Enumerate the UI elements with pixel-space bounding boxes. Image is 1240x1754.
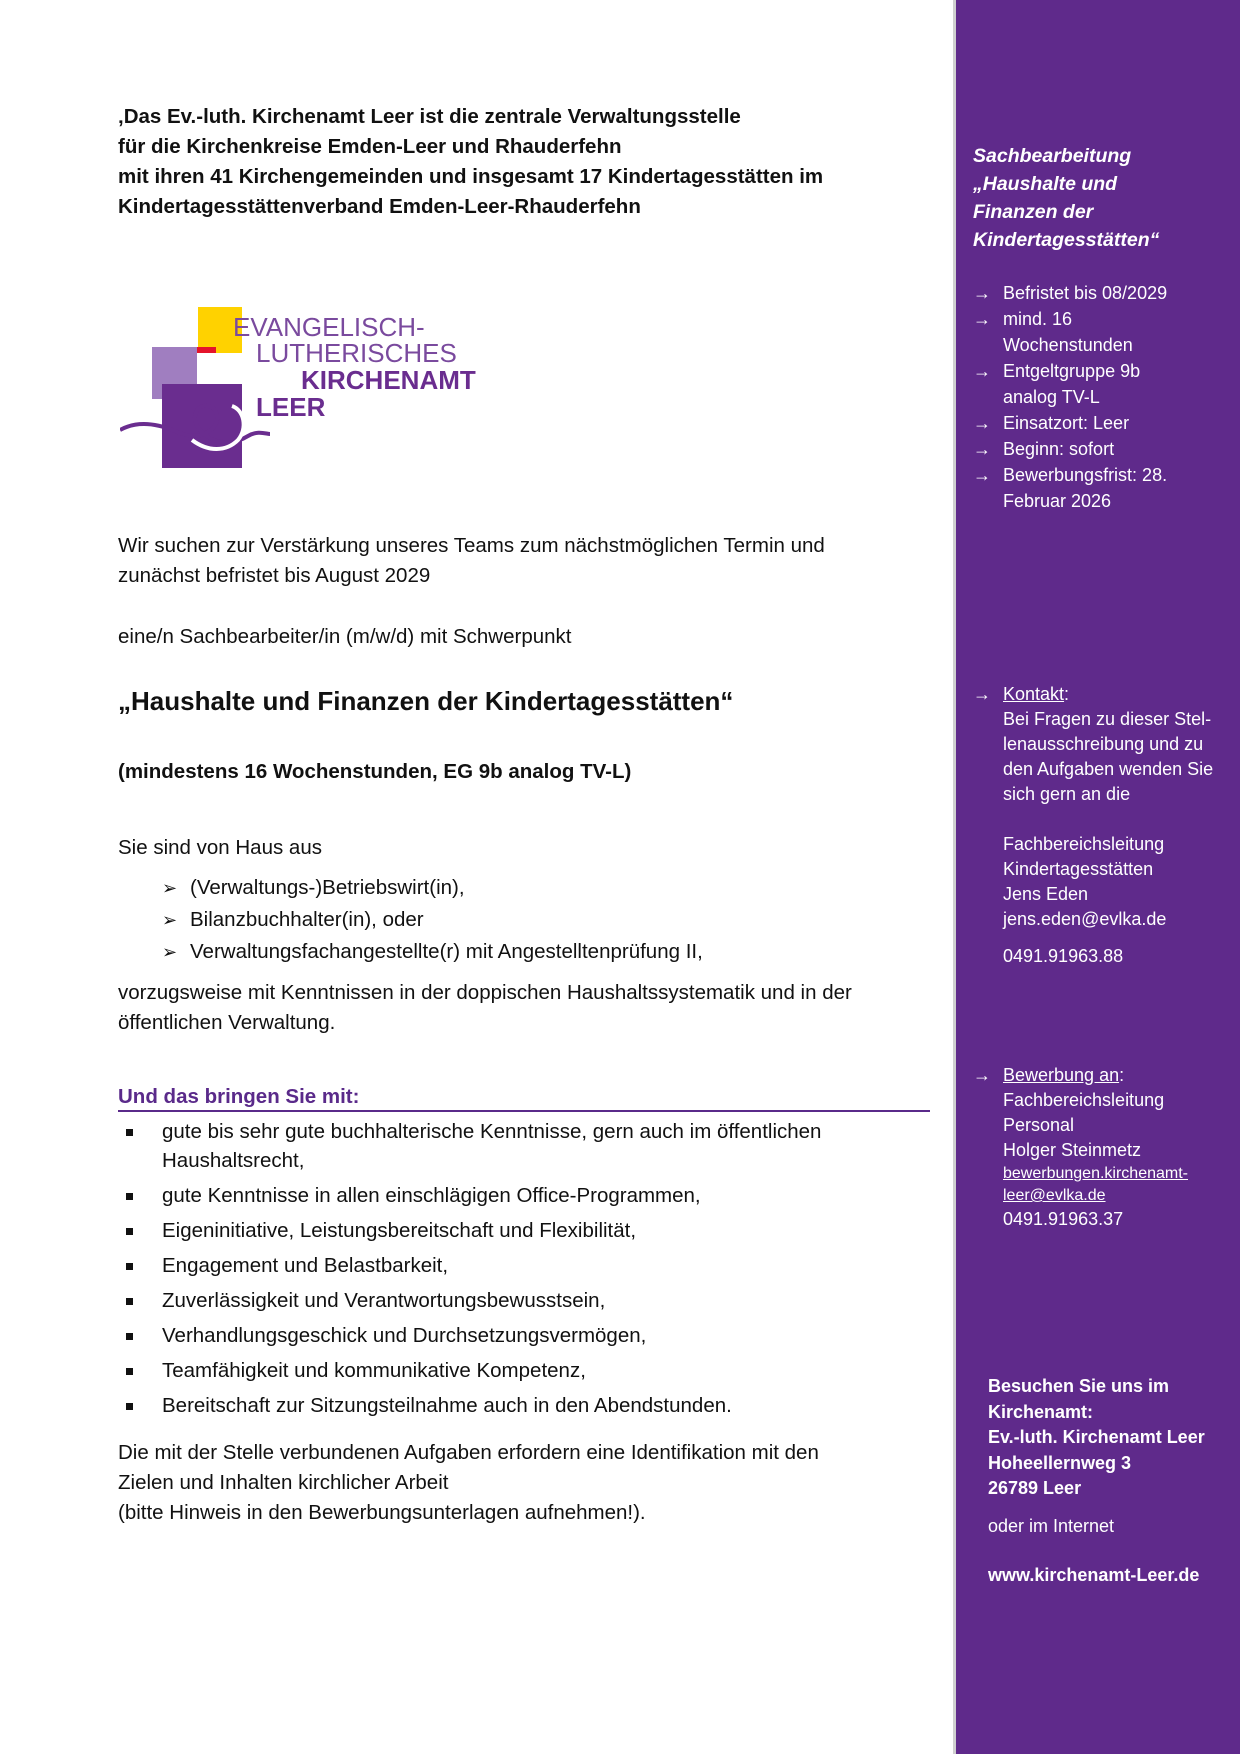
job-heading: „Haushalte und Finanzen der Kindertagesstätten“ (118, 686, 734, 716)
requirements-heading: Und das bringen Sie mit: (118, 1085, 930, 1112)
list-item: Engagement und Belastbarkeit, (118, 1251, 938, 1280)
list-item: Verhandlungsgeschick und Durchsetzungsvermögen, (118, 1321, 938, 1350)
list-item: → Beginn: sofort (973, 436, 1173, 462)
logo-red-mark (197, 347, 216, 353)
list-item: ➢ Verwaltungsfachangestellte(r) mit Angestelltenprüfung II, (162, 936, 703, 968)
list-item: gute bis sehr gute buchhalterische Kenntnisse, gern auch im öffentlichen Haushaltsrecht, (118, 1117, 938, 1175)
logo-wave-icon (120, 406, 270, 442)
square-bullet-icon (126, 1193, 133, 1200)
logo-text-line2: LUTHERISCHES (256, 338, 457, 368)
arrow-right-icon: → (973, 413, 991, 433)
arrow-right-icon: → (973, 439, 991, 459)
logo-graphic (120, 300, 500, 475)
intro-text (118, 102, 823, 222)
application-email-link[interactable]: bewerbungen.kirchenamt- (1003, 1165, 1188, 1182)
arrow-right-icon: → (973, 465, 991, 485)
list-item: → Bewerbungsfrist: 28. Februar 2026 (973, 462, 1173, 514)
list-item: Zuverlässigkeit und Verantwortungsbewusstsein, (118, 1286, 938, 1315)
logo-text-line3: KIRCHENAMT (301, 365, 476, 395)
list-item: → Einsatzort: Leer (973, 410, 1173, 436)
logo-text-line1: EVANGELISCH- (233, 312, 425, 342)
closing-line: (bitte Hinweis in den Bewerbungsunterlagen aufnehmen!). (118, 1501, 646, 1524)
intro-line: Kindertagesstättenverband Emden-Leer-Rhauderfehn (118, 195, 641, 218)
intro-line: für die Kirchenkreise Emden-Leer und Rhauderfehn (118, 135, 622, 158)
kirchenamt-logo (120, 300, 500, 475)
contact-email[interactable]: jens.eden@evlka.de (1003, 909, 1167, 929)
arrow-right-icon: → (973, 309, 991, 329)
application-dept: Personal (1003, 1115, 1075, 1135)
application-label: Bewerbung an (1003, 1065, 1120, 1085)
arrow-bullet-icon: ➢ (162, 878, 178, 898)
qualification-list (162, 872, 703, 968)
contact-block: → Kontakt: Bei Fragen zu dieser Stel- lenausschreibung und zu den Aufgaben wenden Sie sich gern an die Fachbereichsleitung Kindertagesstätten Jens Eden jens.eden@evlka.de 0491.91963.88 (973, 682, 1213, 969)
preference-line: vorzugsweise mit Kenntnissen in der doppischen Haushaltssystematik und in der (118, 981, 852, 1004)
logo-purple-square (162, 384, 242, 468)
arrow-right-icon: → (973, 1065, 991, 1085)
contact-name: Jens Eden (1003, 884, 1089, 904)
application-name: Holger Steinmetz (1003, 1140, 1142, 1160)
square-bullet-icon (126, 1129, 133, 1136)
logo-text-line4: LEER (256, 392, 326, 422)
list-item: Bereitschaft zur Sitzungsteilnahme auch in den Abendstunden. (118, 1391, 938, 1420)
application-phone: 0491.91963.37 (1003, 1209, 1124, 1229)
list-item: → mind. 16 Wochenstunden (973, 306, 1173, 358)
arrow-right-icon: → (973, 684, 991, 704)
application-dept: Fachbereichsleitung (1003, 1090, 1165, 1110)
square-bullet-icon (126, 1298, 133, 1305)
application-block: → Bewerbung an: Fachbereichsleitung Personal Holger Steinmetz bewerbungen.kirchenamt- leer@evlka.de 0491.91963.37 (973, 1063, 1188, 1232)
list-item: → Befristet bis 08/2029 (973, 280, 1173, 306)
contact-dept: Kindertagesstätten (1003, 859, 1154, 879)
list-item: → Entgeltgruppe 9b analog TV-L (973, 358, 1173, 410)
role-line: eine/n Sachbearbeiter/in (m/w/d) mit Schwerpunkt (118, 625, 572, 648)
background-intro: Sie sind von Haus aus (118, 836, 322, 859)
search-line: zunächst befristet bis August 2029 (118, 564, 431, 587)
preference-line: öffentlichen Verwaltung. (118, 1011, 336, 1034)
square-bullet-icon (126, 1228, 133, 1235)
list-item: gute Kenntnisse in allen einschlägigen Office-Programmen, (118, 1181, 938, 1210)
intro-line: mit ihren 41 Kirchengemeinden und insgesamt 17 Kindertagesstätten im (118, 165, 824, 188)
list-item: Teamfähigkeit und kommunikative Kompetenz, (118, 1356, 938, 1385)
sidebar-title: Sachbearbeitung „Haushalte und Finanzen der Kindertagesstätten“ (973, 145, 1160, 251)
contact-phone: 0491.91963.88 (1003, 946, 1124, 966)
closing-paragraph (118, 1438, 938, 1528)
search-paragraph (118, 531, 825, 591)
square-bullet-icon (126, 1263, 133, 1270)
square-bullet-icon (126, 1368, 133, 1375)
visit-internet-label: oder im Internet (988, 1515, 1115, 1536)
arrow-right-icon: → (973, 283, 991, 303)
application-email-link[interactable]: leer@evlka.de (1003, 1187, 1106, 1204)
intro-line: ‚Das Ev.-luth. Kirchenamt Leer ist die zentrale Verwaltungsstelle (118, 105, 741, 128)
closing-line: Zielen und Inhalten kirchlicher Arbeit (118, 1471, 449, 1494)
closing-line: Die mit der Stelle verbundenen Aufgaben erfordern eine Identifikation mit den (118, 1441, 819, 1464)
contact-dept: Fachbereichsleitung (1003, 834, 1165, 854)
arrow-bullet-icon: ➢ (162, 910, 178, 930)
list-item: Eigeninitiative, Leistungsbereitschaft und Flexibilität, (118, 1216, 938, 1245)
arrow-right-icon: → (973, 361, 991, 381)
list-item: ➢ (Verwaltungs-)Betriebswirt(in), (162, 872, 703, 904)
square-bullet-icon (126, 1403, 133, 1410)
square-bullet-icon (126, 1333, 133, 1340)
contact-label: Kontakt (1003, 684, 1065, 704)
arrow-bullet-icon: ➢ (162, 942, 178, 962)
facts-list (973, 280, 1173, 514)
website-link[interactable]: www.kirchenamt-Leer.de (988, 1565, 1200, 1585)
hours-line: (mindestens 16 Wochenstunden, EG 9b analog TV-L) (118, 760, 632, 783)
info-sidebar (953, 0, 1240, 1754)
preference-paragraph (118, 978, 852, 1038)
visit-block: Besuchen Sie uns im Kirchenamt: Ev.-luth. Kirchenamt Leer Hoheellernweg 3 26789 Leer oder im Internet www.kirchenamt-Leer.de (988, 1374, 1205, 1589)
search-line: Wir suchen zur Verstärkung unseres Teams zum nächstmöglichen Termin und (118, 534, 825, 557)
list-item: ➢ Bilanzbuchhalter(in), oder (162, 904, 703, 936)
requirements-list (118, 1117, 938, 1426)
